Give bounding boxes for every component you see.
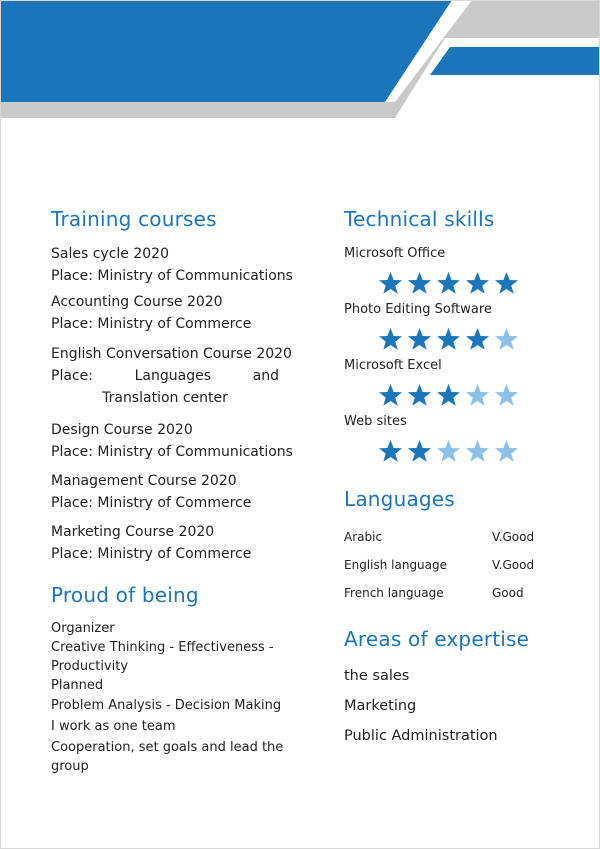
- language-level: Good: [492, 586, 524, 600]
- skills-title: Technical skills: [344, 207, 495, 231]
- course-name: English Conversation Course 2020: [51, 346, 292, 362]
- skill-rating: [378, 383, 574, 407]
- proud-item: Problem Analysis - Decision Making: [51, 698, 282, 713]
- skill-name: Photo Editing Software: [344, 302, 492, 317]
- right-column: [344, 205, 574, 751]
- language-name: French language: [344, 586, 444, 600]
- star-filled-icon: [378, 383, 403, 407]
- course-name: Sales cycle 2020: [51, 246, 169, 262]
- skill-rating: [378, 271, 574, 295]
- skills-list: [344, 245, 574, 463]
- star-filled-icon: [378, 271, 403, 295]
- proud-item: Organizer: [51, 621, 115, 636]
- languages-title: Languages: [344, 487, 455, 511]
- language-name: Arabic: [344, 530, 383, 544]
- proud-title: Proud of being: [51, 583, 199, 607]
- star-filled-icon: [436, 383, 461, 407]
- course-place: Place: Ministry of Commerce: [51, 546, 252, 562]
- skill-item: [344, 357, 574, 407]
- header-blue-right: [430, 47, 600, 75]
- star-filled-icon: [436, 271, 461, 295]
- star-filled-icon: [407, 271, 432, 295]
- star-filled-icon: [407, 327, 432, 351]
- course-place: Place: Ministry of Communications: [51, 268, 293, 284]
- course-item: [51, 521, 306, 565]
- header-blue-left: [0, 0, 452, 102]
- star-filled-icon: [494, 271, 519, 295]
- skill-rating: [378, 439, 574, 463]
- course-item: [51, 419, 306, 463]
- language-row: [344, 579, 574, 607]
- star-empty-icon: [494, 327, 519, 351]
- expertise-title: Areas of expertise: [344, 627, 530, 651]
- star-empty-icon: [494, 383, 519, 407]
- skill-name: Microsoft Excel: [344, 358, 442, 373]
- star-filled-icon: [465, 327, 490, 351]
- language-level: V.Good: [492, 558, 535, 572]
- proud-item: I work as one team: [51, 719, 176, 734]
- header-decoration: [0, 0, 600, 125]
- skill-item: [344, 301, 574, 351]
- course-place: Place: Ministry of Commerce: [51, 495, 252, 511]
- course-list: [51, 243, 306, 565]
- star-filled-icon: [436, 327, 461, 351]
- expertise-item: the sales: [344, 668, 410, 684]
- proud-item: Cooperation, set goals and lead the group: [51, 740, 284, 774]
- course-name: Accounting Course 2020: [51, 294, 223, 310]
- proud-item: Creative Thinking - Effectiveness - Productivity: [51, 640, 274, 674]
- proud-item: Planned: [51, 678, 104, 693]
- expertise-list: [344, 661, 574, 751]
- star-filled-icon: [465, 271, 490, 295]
- course-place: Place: Languages and Translation center: [51, 368, 279, 406]
- course-place: Place: Ministry of Communications: [51, 444, 293, 460]
- language-row: [344, 523, 574, 551]
- course-item: [51, 243, 306, 287]
- skill-name: Microsoft Office: [344, 246, 446, 261]
- language-level: V.Good: [492, 530, 535, 544]
- star-empty-icon: [465, 383, 490, 407]
- course-name: Design Course 2020: [51, 422, 193, 438]
- star-filled-icon: [378, 327, 403, 351]
- expertise-item: Marketing: [344, 698, 417, 714]
- skill-item: [344, 413, 574, 463]
- star-empty-icon: [494, 439, 519, 463]
- left-column: [51, 205, 306, 776]
- skill-rating: [378, 327, 574, 351]
- course-item: [51, 470, 306, 514]
- skill-item: [344, 245, 574, 295]
- course-item: [51, 291, 306, 335]
- language-row: [344, 551, 574, 579]
- languages-list: [344, 523, 574, 607]
- course-item: [51, 343, 306, 409]
- star-filled-icon: [378, 439, 403, 463]
- skill-name: Web sites: [344, 414, 407, 429]
- language-name: English language: [344, 558, 448, 572]
- star-empty-icon: [436, 439, 461, 463]
- expertise-item: Public Administration: [344, 728, 498, 744]
- star-empty-icon: [465, 439, 490, 463]
- proud-list: [51, 619, 306, 776]
- training-title: Training courses: [51, 207, 217, 231]
- star-filled-icon: [407, 439, 432, 463]
- star-filled-icon: [407, 383, 432, 407]
- course-name: Management Course 2020: [51, 473, 237, 489]
- course-name: Marketing Course 2020: [51, 524, 215, 540]
- course-place: Place: Ministry of Commerce: [51, 316, 252, 332]
